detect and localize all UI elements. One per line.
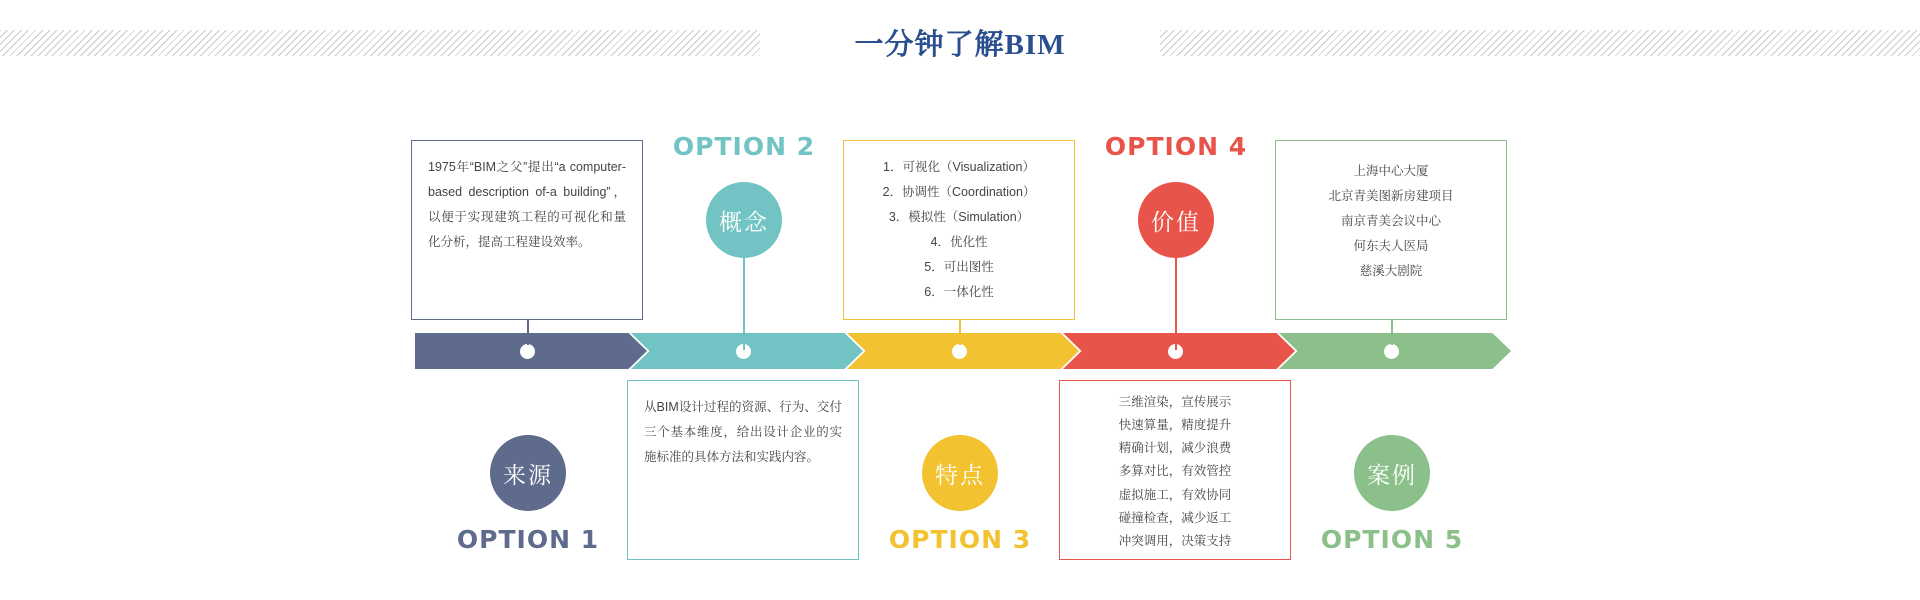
textbox-option3-line-3: 3．模拟性（Simulation）: [888, 210, 1030, 224]
textbox-option4: [1059, 380, 1291, 560]
textbox-option4-line-4: 多算对比，有效管控: [1118, 464, 1232, 479]
textbox-option4-line-2: 快速算量，精度提升: [1118, 418, 1232, 433]
textbox-option3-line-6: 6．一体化性: [924, 285, 994, 299]
textbox-option3-line-1: 1．可视化（Visualization）: [883, 160, 1035, 174]
option-label-4: OPTION 4: [1104, 132, 1248, 161]
option-label-3: OPTION 3: [888, 525, 1032, 554]
circle-label-option4: 价值: [1151, 209, 1201, 236]
circle-label-option2: 概念: [719, 209, 769, 236]
page-title: [0, 22, 1920, 63]
circle-label-option5: 案例: [1367, 462, 1417, 489]
circle-option4[interactable]: [1138, 182, 1214, 258]
textbox-option5-line-2: 北京青美图新房建项目: [1328, 189, 1454, 203]
textbox-option4-line-6: 碰撞检查，减少返工: [1118, 510, 1232, 525]
textbox-option3-line-2: 2．协调性（Coordination）: [882, 185, 1036, 199]
page-header: [0, 0, 1920, 80]
timeline-band: [415, 333, 1515, 369]
option-label-1: OPTION 1: [456, 525, 600, 554]
node-dot-option3: [952, 344, 967, 359]
textbox-option3-line-4: 4．优化性: [930, 235, 988, 249]
textbox-option2-line-1: 从BIM设计过程的资源、行为、交付三个基本维度，给出设计企业的实施标准的具体方法和实践内容。: [644, 400, 842, 464]
textbox-option1-line-1: 1975年“BIM之父”提出“a computer-based description of-a building”，以便于实现建筑工程的可视化和量化分析，提高工程建设效率。: [428, 160, 626, 249]
textbox-option5: [1275, 140, 1507, 320]
textbox-option2: [627, 380, 859, 560]
textbox-option3-list: [860, 155, 1058, 305]
textbox-option4-line-1: 三维渲染，宣传展示: [1118, 395, 1232, 409]
circle-label-option3: 特点: [935, 462, 985, 489]
textbox-option4-line-7: 冲突调用，决策支持: [1118, 533, 1232, 548]
option-label-2: OPTION 2: [672, 132, 816, 161]
circle-option5[interactable]: [1354, 435, 1430, 511]
textbox-option5-line-4: 何东夫人医局: [1353, 239, 1429, 253]
option-label-5: OPTION 5: [1320, 525, 1464, 554]
node-dot-option1: [520, 344, 535, 359]
textbox-option4-line-5: 虚拟施工，有效协同: [1118, 487, 1232, 502]
page-title-text: 一分钟了解BIM: [832, 22, 1087, 63]
textbox-option3: [843, 140, 1075, 320]
textbox-option1: [411, 140, 643, 320]
textbox-option4-line-3: 精确计划，减少浪费: [1118, 441, 1232, 456]
circle-label-option1: 来源: [503, 462, 553, 489]
textbox-option5-line-5: 慈溪大剧院: [1359, 264, 1423, 278]
textbox-option3-line-5: 5．可出图性: [924, 260, 994, 274]
circle-option2[interactable]: [706, 182, 782, 258]
circle-option3[interactable]: [922, 435, 998, 511]
textbox-option5-line-1: 上海中心大厦: [1353, 164, 1429, 178]
node-dot-option5: [1384, 344, 1399, 359]
textbox-option5-line-3: 南京青美会议中心: [1340, 214, 1441, 228]
circle-option1[interactable]: [490, 435, 566, 511]
